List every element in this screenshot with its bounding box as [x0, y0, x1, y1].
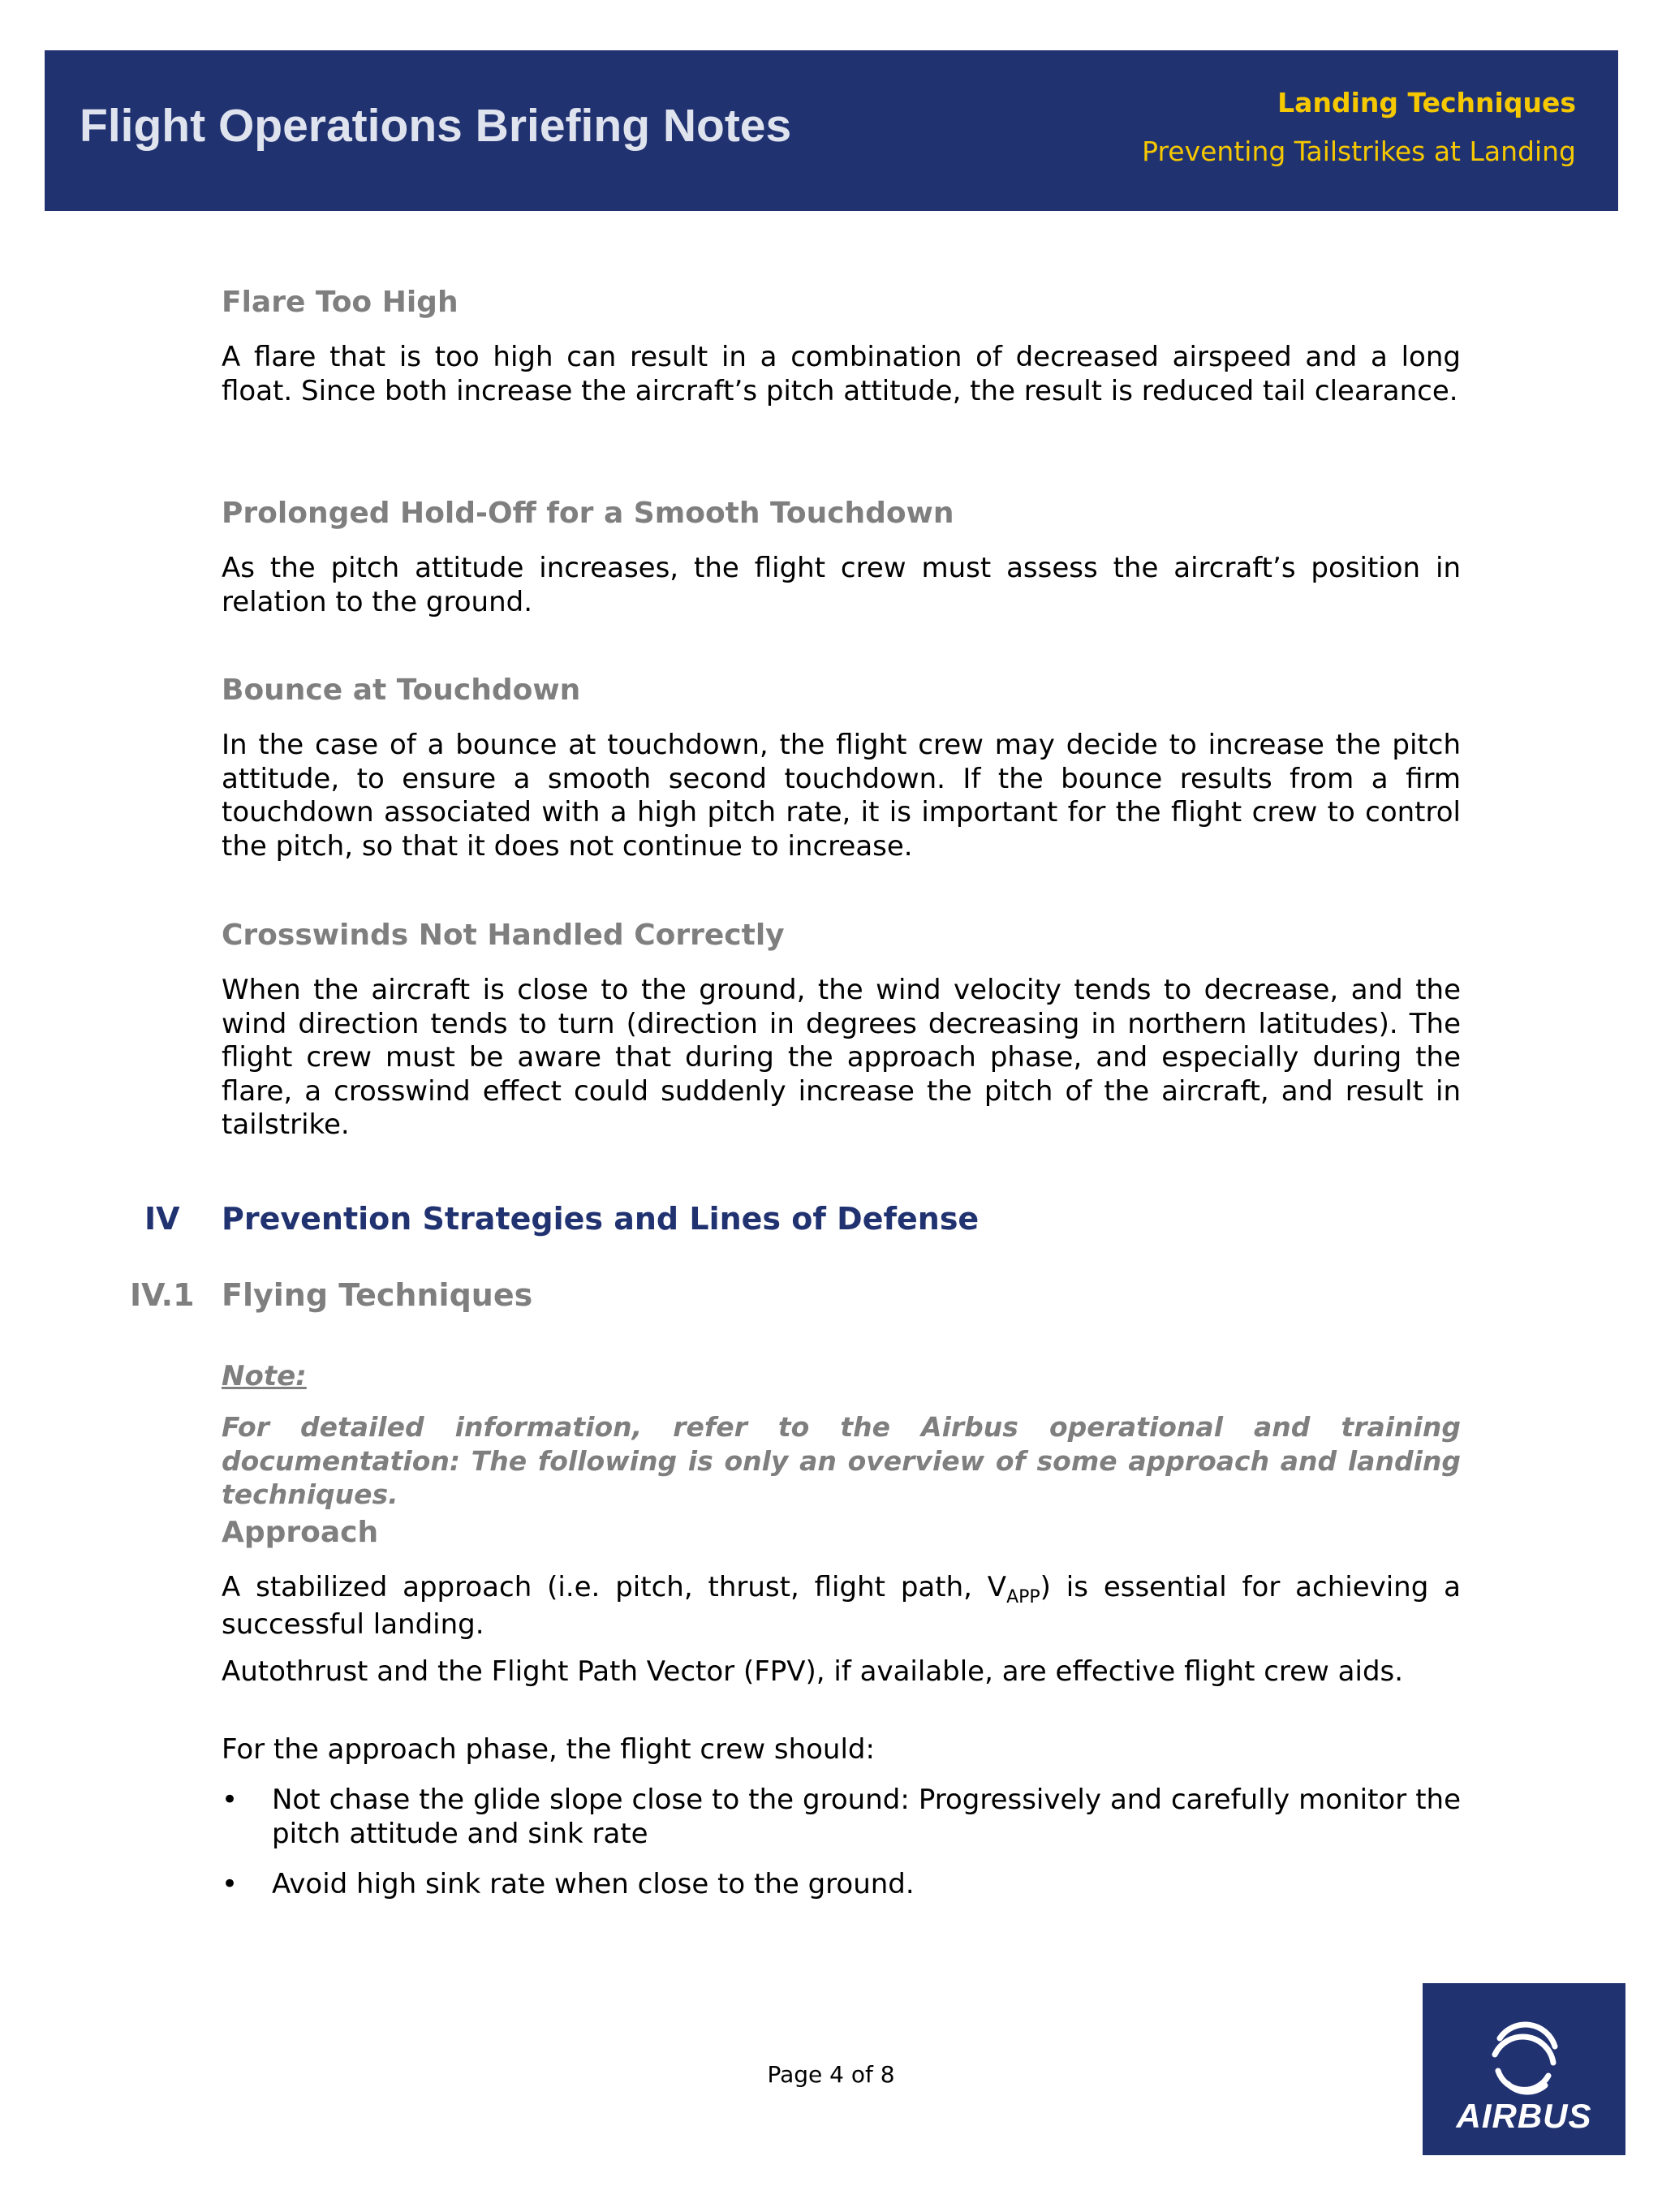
section-title-iv-1: Flying Techniques: [222, 1277, 533, 1313]
section-number-iv-1: IV.1: [130, 1277, 195, 1313]
heading-crosswinds: Crosswinds Not Handled Correctly: [222, 919, 785, 952]
paragraph-stabilized-approach: A stabilized approach (i.e. pitch, thrust, flight path, $V_{APP}$) is essential for achieving a successful landing.: [222, 1571, 1462, 1641]
airbus-swirl-icon: [1483, 2014, 1565, 2095]
bullet-text: Avoid high sink rate when close to the ground.: [272, 1868, 915, 1900]
heading-prolonged-hold-off: Prolonged Hold-Off for a Smooth Touchdown: [222, 497, 954, 530]
heading-bounce-at-touchdown: Bounce at Touchdown: [222, 673, 581, 707]
document-title: Flight Operations Briefing Notes: [80, 100, 792, 152]
section-number-iv: IV: [144, 1201, 180, 1237]
bullet-icon: •: [222, 1784, 239, 1816]
header-banner: [45, 50, 1618, 211]
paragraph-autothrust: Autothrust and the Flight Path Vector (FPV), if available, are effective flight crew aids.: [222, 1655, 1404, 1688]
bullet-text: Not chase the glide slope close to the ground: Progressively and carefully monitor the pitch attitude and sink rate: [272, 1784, 1461, 1850]
section-title-iv: Prevention Strategies and Lines of Defense: [222, 1201, 980, 1237]
page-number: Page 4 of 8: [767, 2061, 895, 2088]
paragraph-prolonged-hold-off: As the pitch attitude increases, the flight crew must assess the aircraft’s position in relation to the ground.: [222, 552, 1461, 618]
vapp-subscript: APP: [1006, 1587, 1040, 1607]
header-topic: Landing Techniques: [1277, 87, 1576, 118]
bullet-item: [222, 1868, 1461, 1902]
paragraph-bounce-at-touchdown: In the case of a bounce at touchdown, the flight crew may decide to increase the pitch attitude, to ensure a smooth second touchdown. If the bounce results from a firm touchdown associated with a high pitch rate, it is important for the flight crew to control the pitch, so that it does not continue to increase.: [222, 729, 1461, 863]
paragraph-approach-intro: For the approach phase, the flight crew should:: [222, 1733, 875, 1766]
airbus-logo: [1423, 1983, 1625, 2155]
note-label: Note:: [222, 1360, 307, 1392]
header-subtopic: Preventing Tailstrikes at Landing: [1142, 136, 1576, 167]
note-text: For detailed information, refer to the Airbus operational and training documentation: The following is only an overview of some approach and landing techniques.: [222, 1411, 1461, 1510]
bullet-icon: •: [222, 1868, 239, 1900]
heading-flare-too-high: Flare Too High: [222, 286, 459, 319]
airbus-wordmark: AIRBUS: [1456, 2097, 1592, 2135]
bullet-item: [222, 1784, 1461, 1851]
paragraph-flare-too-high: A flare that is too high can result in a combination of decreased airspeed and a long float. Since both increase the aircraft’s pitch attitude, the result is reduced tail clearance.: [222, 341, 1461, 407]
heading-approach: Approach: [222, 1516, 379, 1549]
paragraph-crosswinds: When the aircraft is close to the ground, the wind velocity tends to decrease, and the wind direction tends to turn (direction in degrees decreasing in northern latitudes). The flight crew must be aware that during the approach phase, and especially during the flare, a crosswind effect could suddenly increase the pitch of the aircraft, and result in tailstrike.: [222, 974, 1461, 1141]
